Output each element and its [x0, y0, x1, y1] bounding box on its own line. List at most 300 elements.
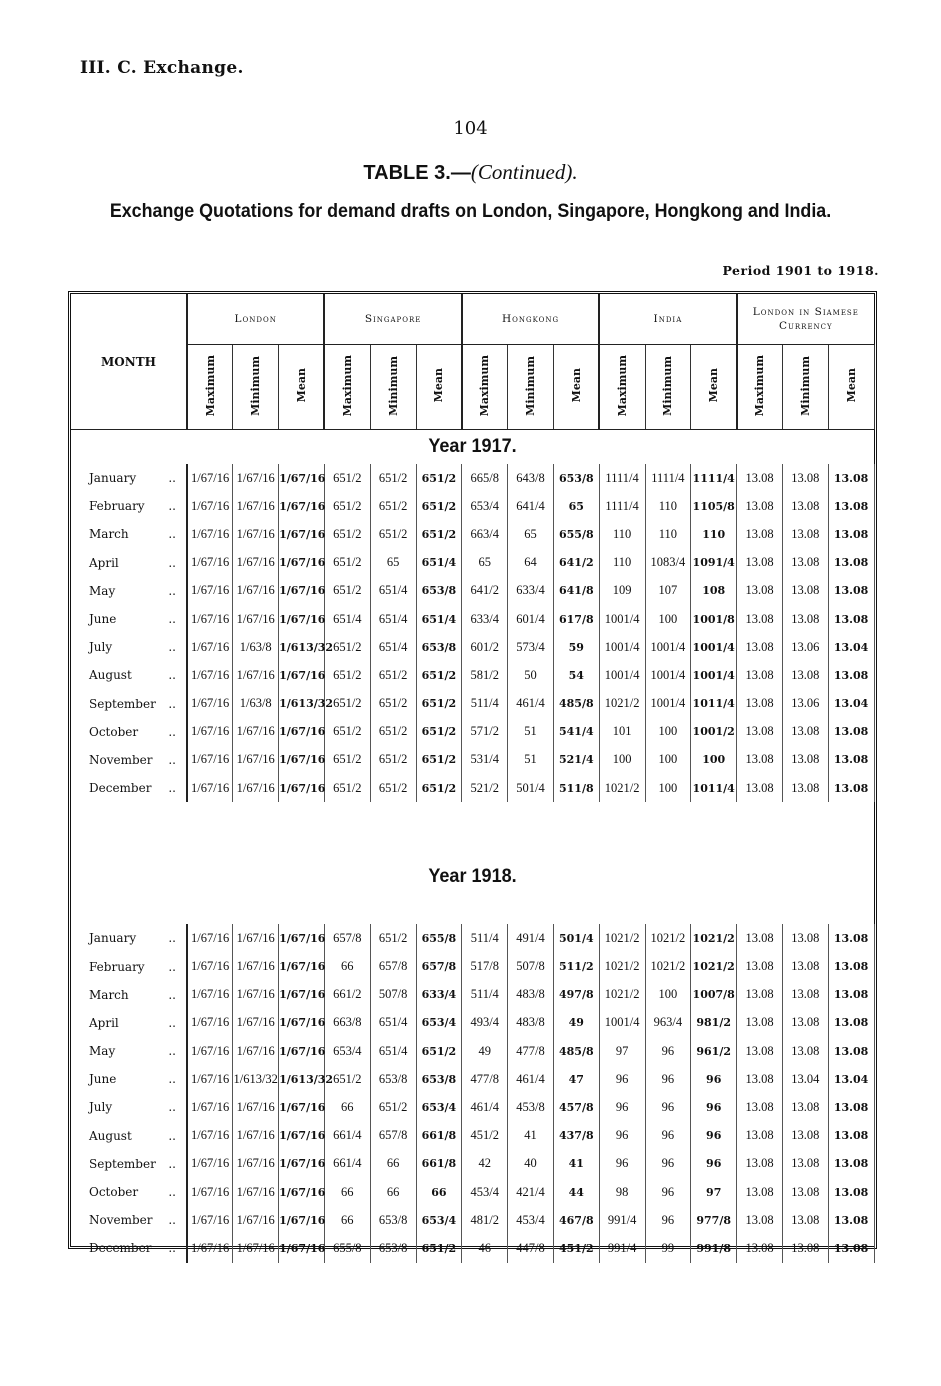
value-cell: 651/2: [416, 774, 462, 802]
subheader-maximum: [324, 345, 370, 430]
value-cell: 651/2: [324, 577, 370, 605]
value-cell: 66: [324, 952, 370, 980]
month-cell: [71, 1065, 187, 1093]
subheader-label: Mean: [569, 368, 583, 403]
value-cell: 511/4: [462, 690, 508, 718]
subheader-mean: [279, 345, 325, 430]
value-cell: 13.08: [737, 605, 783, 633]
value-cell: 651/2: [416, 464, 462, 492]
value-cell: 66: [324, 1093, 370, 1121]
value-cell: 66: [370, 1150, 416, 1178]
value-cell: 437/8: [553, 1122, 599, 1150]
value-cell: 481/2: [462, 1206, 508, 1234]
month-cell: [71, 1178, 187, 1206]
value-cell: 1/67/16: [233, 1178, 279, 1206]
value-cell: 13.08: [782, 1009, 828, 1037]
value-cell: 13.08: [782, 924, 828, 952]
month-cell: [71, 1234, 187, 1262]
leader-dots: ..: [168, 527, 176, 542]
value-cell: 13.08: [737, 1150, 783, 1178]
leader-dots: ..: [168, 724, 176, 739]
leader-dots: ..: [168, 640, 176, 655]
month-cell: [71, 981, 187, 1009]
value-cell: 13.08: [782, 1037, 828, 1065]
month-cell: [71, 746, 187, 774]
value-cell: 1/67/16: [279, 464, 325, 492]
month-cell: [71, 718, 187, 746]
value-cell: 517/8: [462, 952, 508, 980]
table-body: [71, 430, 874, 1263]
value-cell: 651/2: [416, 520, 462, 548]
value-cell: 51: [508, 746, 554, 774]
month-label: May: [89, 1044, 116, 1059]
month-label: September: [89, 696, 156, 711]
value-cell: 651/2: [416, 1037, 462, 1065]
leader-dots: ..: [168, 931, 176, 946]
value-cell: 49: [462, 1037, 508, 1065]
value-cell: 13.08: [737, 924, 783, 952]
leader-dots: ..: [168, 612, 176, 627]
month-label: January: [89, 931, 137, 946]
month-cell: [71, 1009, 187, 1037]
value-cell: 511/4: [462, 981, 508, 1009]
value-cell: 1083/4: [645, 549, 691, 577]
value-cell: 1/67/16: [279, 746, 325, 774]
subheader-mean: [553, 345, 599, 430]
month-label: May: [89, 583, 116, 598]
value-cell: 1/67/16: [233, 718, 279, 746]
month-cell: [71, 690, 187, 718]
month-label: April: [89, 1015, 119, 1030]
value-cell: 1/613/32: [279, 1065, 325, 1093]
value-cell: 1/67/16: [279, 924, 325, 952]
value-cell: 651/2: [416, 746, 462, 774]
value-cell: 1/613/32: [233, 1065, 279, 1093]
value-cell: 661/8: [416, 1150, 462, 1178]
value-cell: 483/8: [508, 1009, 554, 1037]
value-cell: 1021/2: [599, 690, 645, 718]
value-cell: 13.08: [737, 520, 783, 548]
value-cell: 110: [691, 520, 737, 548]
value-cell: 1001/4: [599, 605, 645, 633]
month-label: January: [89, 471, 137, 486]
value-cell: 51: [508, 718, 554, 746]
value-cell: 651/4: [370, 1009, 416, 1037]
value-cell: 1001/4: [599, 633, 645, 661]
value-cell: 1/67/16: [279, 492, 325, 520]
value-cell: 653/4: [416, 1206, 462, 1234]
value-cell: 13.08: [828, 520, 874, 548]
value-cell: 651/2: [416, 492, 462, 520]
value-cell: 54: [553, 661, 599, 689]
value-cell: 477/8: [462, 1065, 508, 1093]
value-cell: 13.08: [782, 981, 828, 1009]
subheader-minimum: [370, 345, 416, 430]
value-cell: 653/4: [416, 1093, 462, 1121]
value-cell: 653/8: [416, 633, 462, 661]
value-cell: 651/2: [324, 549, 370, 577]
value-cell: 651/2: [324, 464, 370, 492]
value-cell: 13.08: [828, 1206, 874, 1234]
value-cell: 651/2: [370, 718, 416, 746]
value-cell: 467/8: [553, 1206, 599, 1234]
value-cell: 653/8: [370, 1065, 416, 1093]
value-cell: 1/67/16: [233, 774, 279, 802]
value-cell: 1/67/16: [279, 577, 325, 605]
value-cell: 47: [553, 1065, 599, 1093]
table-row: [71, 924, 874, 952]
table-label: TABLE 3.—: [363, 162, 471, 184]
value-cell: 1/67/16: [233, 981, 279, 1009]
leader-dots: ..: [168, 471, 176, 486]
value-cell: 108: [691, 577, 737, 605]
value-cell: 96: [645, 1065, 691, 1093]
value-cell: 451/2: [462, 1122, 508, 1150]
value-cell: 1/67/16: [187, 1122, 233, 1150]
table-row: [71, 577, 874, 605]
value-cell: 96: [599, 1122, 645, 1150]
value-cell: 573/4: [508, 633, 554, 661]
subheader-label: Mean: [432, 368, 446, 403]
value-cell: 13.08: [737, 661, 783, 689]
value-cell: 653/4: [416, 1009, 462, 1037]
month-cell: [71, 549, 187, 577]
value-cell: 651/2: [416, 718, 462, 746]
table-row: [71, 718, 874, 746]
leader-dots: ..: [168, 781, 176, 796]
value-cell: 663/8: [324, 1009, 370, 1037]
month-label: December: [89, 1241, 152, 1256]
subheader-mean: [691, 345, 737, 430]
value-cell: 96: [691, 1093, 737, 1121]
subheader-label: Maximum: [615, 354, 629, 417]
value-cell: 13.08: [737, 952, 783, 980]
value-cell: 641/2: [462, 577, 508, 605]
value-cell: 1/67/16: [187, 492, 233, 520]
value-cell: 110: [645, 492, 691, 520]
value-cell: 96: [599, 1150, 645, 1178]
value-cell: 1/67/16: [187, 633, 233, 661]
value-cell: 497/8: [553, 981, 599, 1009]
table-row: [71, 952, 874, 980]
value-cell: 571/2: [462, 718, 508, 746]
section-heading: III. C. Exchange.: [80, 58, 244, 78]
value-cell: 109: [599, 577, 645, 605]
value-cell: 13.08: [782, 1178, 828, 1206]
value-cell: 653/8: [553, 464, 599, 492]
value-cell: 64: [508, 549, 554, 577]
value-cell: 453/4: [508, 1206, 554, 1234]
value-cell: 13.08: [737, 1037, 783, 1065]
value-cell: 651/2: [324, 1065, 370, 1093]
leader-dots: ..: [168, 752, 176, 767]
value-cell: 1/67/16: [187, 774, 233, 802]
value-cell: 651/2: [416, 1234, 462, 1262]
value-cell: 651/2: [324, 520, 370, 548]
value-cell: 1/67/16: [233, 1234, 279, 1262]
value-cell: 1/67/16: [187, 718, 233, 746]
leader-dots: ..: [168, 555, 176, 570]
value-cell: 1001/4: [599, 1009, 645, 1037]
value-cell: 485/8: [553, 1037, 599, 1065]
leader-dots: ..: [168, 1015, 176, 1030]
value-cell: 641/2: [553, 549, 599, 577]
leader-dots: ..: [168, 1100, 176, 1115]
month-cell: [71, 605, 187, 633]
leader-dots: ..: [168, 668, 176, 683]
month-label: November: [89, 1213, 153, 1228]
value-cell: 13.08: [737, 746, 783, 774]
subheader-minimum: [233, 345, 279, 430]
value-cell: 1/67/16: [233, 1206, 279, 1234]
value-cell: 1/67/16: [233, 1122, 279, 1150]
value-cell: 96: [645, 1150, 691, 1178]
value-cell: 96: [691, 1122, 737, 1150]
value-cell: 13.08: [828, 549, 874, 577]
value-cell: 507/8: [370, 981, 416, 1009]
value-cell: 1/67/16: [187, 577, 233, 605]
value-cell: 601/2: [462, 633, 508, 661]
month-label: February: [89, 499, 145, 514]
value-cell: 651/4: [370, 577, 416, 605]
value-cell: 1/67/16: [187, 981, 233, 1009]
subheader-label: Maximum: [478, 354, 492, 417]
value-cell: 1/67/16: [187, 1009, 233, 1037]
subheader-minimum: [508, 345, 554, 430]
subheader-label: Minimum: [386, 355, 400, 416]
value-cell: 13.04: [782, 1065, 828, 1093]
value-cell: 1/67/16: [233, 492, 279, 520]
value-cell: 1/67/16: [187, 661, 233, 689]
month-cell: [71, 1150, 187, 1178]
value-cell: 521/2: [462, 774, 508, 802]
value-cell: 96: [645, 1037, 691, 1065]
table-row: [71, 746, 874, 774]
value-cell: 651/2: [370, 464, 416, 492]
group-hongkong: Hongkong: [462, 294, 599, 345]
value-cell: 96: [691, 1065, 737, 1093]
leader-dots: ..: [168, 499, 176, 514]
value-cell: 1001/4: [599, 661, 645, 689]
value-cell: 483/8: [508, 981, 554, 1009]
value-cell: 13.08: [782, 718, 828, 746]
value-cell: 65: [508, 520, 554, 548]
table-row: [71, 464, 874, 492]
value-cell: 66: [416, 1178, 462, 1206]
table-row: [71, 605, 874, 633]
value-cell: 13.06: [782, 633, 828, 661]
table-row: [71, 690, 874, 718]
month-label: October: [89, 1185, 139, 1200]
value-cell: 511/2: [553, 952, 599, 980]
value-cell: 1/67/16: [279, 981, 325, 1009]
value-cell: 13.08: [828, 1178, 874, 1206]
value-cell: 661/2: [324, 981, 370, 1009]
value-cell: 1/67/16: [187, 1150, 233, 1178]
value-cell: 651/2: [416, 690, 462, 718]
year-label: Year 1917.: [428, 436, 517, 457]
value-cell: 42: [462, 1150, 508, 1178]
table-row: [71, 1009, 874, 1037]
value-cell: 1/67/16: [233, 1037, 279, 1065]
value-cell: 13.08: [828, 774, 874, 802]
value-cell: 13.08: [737, 577, 783, 605]
subheader-mean: [828, 345, 874, 430]
group-london-siamese: London in Siamese Currency: [737, 294, 874, 345]
subheader-minimum: [782, 345, 828, 430]
group-singapore: Singapore: [324, 294, 461, 345]
value-cell: 107: [645, 577, 691, 605]
value-cell: 1/67/16: [279, 661, 325, 689]
year-row: [71, 802, 874, 896]
subheader-maximum: [599, 345, 645, 430]
value-cell: 651/2: [370, 520, 416, 548]
value-cell: 96: [645, 1122, 691, 1150]
value-cell: 651/2: [370, 492, 416, 520]
value-cell: 651/4: [416, 549, 462, 577]
value-cell: 13.08: [782, 1150, 828, 1178]
value-cell: 663/4: [462, 520, 508, 548]
month-cell: [71, 577, 187, 605]
value-cell: 651/4: [370, 605, 416, 633]
value-cell: 1/67/16: [279, 520, 325, 548]
month-label: February: [89, 959, 145, 974]
value-cell: 13.06: [782, 690, 828, 718]
value-cell: 13.08: [782, 549, 828, 577]
month-label: December: [89, 781, 152, 796]
leader-dots: ..: [168, 1213, 176, 1228]
value-cell: 651/2: [324, 718, 370, 746]
value-cell: 100: [691, 746, 737, 774]
month-cell: [71, 1206, 187, 1234]
value-cell: 1/67/16: [187, 924, 233, 952]
value-cell: 1/67/16: [233, 549, 279, 577]
value-cell: 1091/4: [691, 549, 737, 577]
value-cell: 1/67/16: [233, 605, 279, 633]
value-cell: 1/67/16: [279, 952, 325, 980]
value-cell: 657/8: [370, 952, 416, 980]
table-row: [71, 633, 874, 661]
subheader-mean: [416, 345, 462, 430]
subheader-label: Mean: [706, 368, 720, 403]
month-cell: [71, 952, 187, 980]
value-cell: 1/613/32: [279, 633, 325, 661]
value-cell: 13.08: [737, 1093, 783, 1121]
value-cell: 13.08: [828, 924, 874, 952]
value-cell: 13.08: [782, 952, 828, 980]
value-cell: 661/8: [416, 1122, 462, 1150]
value-cell: 1021/2: [645, 924, 691, 952]
value-cell: 96: [645, 1206, 691, 1234]
value-cell: 1021/2: [599, 774, 645, 802]
value-cell: 1111/4: [691, 464, 737, 492]
value-cell: 651/4: [370, 1037, 416, 1065]
value-cell: 651/4: [370, 633, 416, 661]
value-cell: 13.08: [782, 577, 828, 605]
leader-dots: ..: [168, 1128, 176, 1143]
value-cell: 633/4: [462, 605, 508, 633]
value-cell: 1/67/16: [233, 661, 279, 689]
subheader-label: Minimum: [661, 355, 675, 416]
value-cell: 13.08: [782, 1122, 828, 1150]
value-cell: 477/8: [508, 1037, 554, 1065]
subcolumn-header-row: [71, 345, 874, 430]
value-cell: 653/8: [370, 1206, 416, 1234]
value-cell: 1/67/16: [187, 1093, 233, 1121]
value-cell: 13.08: [782, 464, 828, 492]
value-cell: 13.08: [737, 981, 783, 1009]
value-cell: 41: [553, 1150, 599, 1178]
value-cell: 100: [645, 746, 691, 774]
value-cell: 1/67/16: [187, 1065, 233, 1093]
value-cell: 100: [645, 605, 691, 633]
leader-dots: ..: [168, 1044, 176, 1059]
value-cell: 1/67/16: [187, 746, 233, 774]
value-cell: 1/67/16: [279, 774, 325, 802]
value-cell: 13.08: [737, 718, 783, 746]
table-continued: (Continued).: [470, 160, 578, 184]
value-cell: 651/2: [324, 633, 370, 661]
value-cell: 651/2: [324, 492, 370, 520]
month-cell: [71, 774, 187, 802]
value-cell: 531/4: [462, 746, 508, 774]
value-cell: 601/4: [508, 605, 554, 633]
value-cell: 13.08: [828, 1093, 874, 1121]
table-row: [71, 1037, 874, 1065]
period-note: Period 1901 to 1918.: [722, 263, 879, 278]
value-cell: 101: [599, 718, 645, 746]
value-cell: 1/67/16: [279, 1150, 325, 1178]
value-cell: 41: [508, 1122, 554, 1150]
value-cell: 65: [462, 549, 508, 577]
value-cell: 491/4: [508, 924, 554, 952]
value-cell: 655/8: [416, 924, 462, 952]
month-cell: [71, 520, 187, 548]
value-cell: 1021/2: [599, 924, 645, 952]
value-cell: 13.08: [828, 981, 874, 1009]
month-label: October: [89, 724, 139, 739]
value-cell: 13.08: [737, 492, 783, 520]
value-cell: 13.08: [782, 1206, 828, 1234]
value-cell: 641/4: [508, 492, 554, 520]
value-cell: 13.08: [737, 549, 783, 577]
value-cell: 651/2: [370, 774, 416, 802]
spacer-row: [71, 896, 874, 924]
value-cell: 1/67/16: [233, 952, 279, 980]
subheader-maximum: [737, 345, 783, 430]
value-cell: 13.08: [782, 746, 828, 774]
value-cell: 981/2: [691, 1009, 737, 1037]
table-title: [0, 160, 941, 185]
value-cell: 653/8: [416, 1065, 462, 1093]
value-cell: 96: [691, 1150, 737, 1178]
value-cell: 13.08: [828, 661, 874, 689]
value-cell: 13.08: [737, 1234, 783, 1262]
leader-dots: ..: [168, 987, 176, 1002]
leader-dots: ..: [168, 696, 176, 711]
value-cell: 13.08: [828, 464, 874, 492]
group-header-row: [71, 294, 874, 345]
subheader-label: Minimum: [249, 355, 263, 416]
month-label: July: [89, 1100, 113, 1115]
value-cell: 1011/4: [691, 690, 737, 718]
value-cell: 1/67/16: [279, 1093, 325, 1121]
value-cell: 13.08: [782, 492, 828, 520]
value-cell: 1/67/16: [279, 605, 325, 633]
value-cell: 1/67/16: [279, 1009, 325, 1037]
value-cell: 13.08: [737, 1065, 783, 1093]
value-cell: 1/67/16: [233, 924, 279, 952]
